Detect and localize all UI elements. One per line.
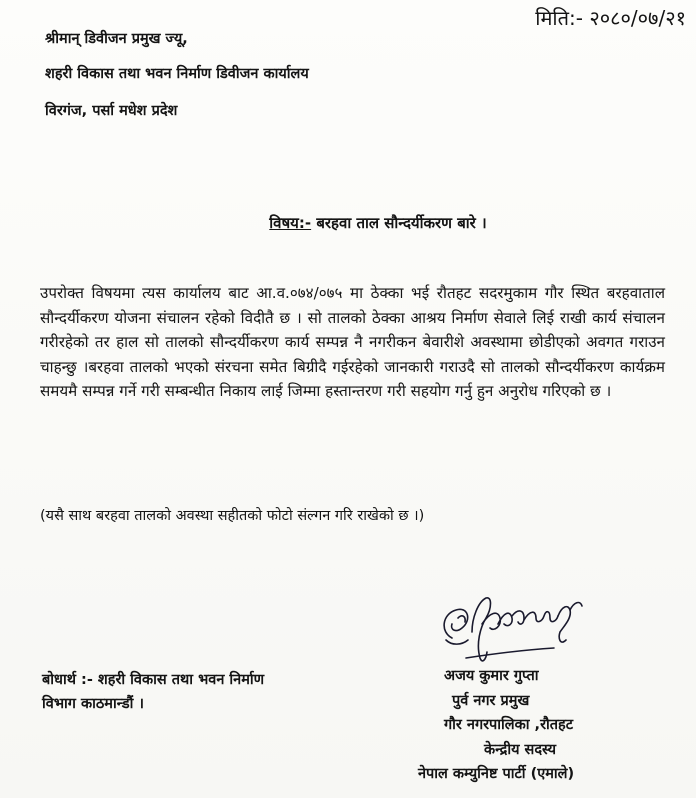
signatory-committee-role: केन्द्रीय सदस्य: [484, 741, 557, 758]
cc-line-2: विभाग काठमान्डौं ।: [42, 696, 144, 712]
subject-label: विषय:-: [269, 214, 312, 232]
signatory-municipality: गौर नगरपालिका ,रौतहट: [444, 717, 574, 733]
signatory-block: [396, 664, 574, 787]
recipient-line-1: श्रीमान् डिवीजन प्रमुख ज्यू,: [45, 31, 188, 47]
recipient-line-3: विरगंज, पर्सा मधेश प्रदेश: [45, 103, 178, 119]
handwritten-signature: [432, 588, 597, 668]
recipient-line-2: शहरी विकास तथा भवन निर्माण डिवीजन कार्यालय: [45, 66, 309, 82]
subject-text: बरहवा ताल सौन्दर्यीकरण बारे ।: [316, 214, 487, 232]
cc-block: [42, 668, 264, 716]
subject-line: [0, 213, 696, 233]
attachment-note: (यसै साथ बरहवा तालको अवस्था सहीतको फोटो संल्गन गरि राखेको छ ।): [40, 508, 425, 524]
signatory-party: नेपाल कम्युनिष्ट पार्टी (एमाले): [418, 766, 575, 782]
cc-line-1: बोधार्थ :- शहरी विकास तथा भवन निर्माण: [42, 672, 265, 688]
letter-date: मिति:- २०८०/०७/२१: [535, 6, 686, 30]
body-paragraph: उपरोक्त विषयमा त्यस कार्यालय बाट आ.व.०७४/०७५ मा ठेक्का भई रौतहट सदरमुकाम गौर स्थित बरहवाताल सौन्दर्यीकरण योजना संचालन रहेको विदीतै छ । सो तालको ठेक्का आश्रय निर्माण सेवाले लिई राखी कार्य संचालन गरीरहेको तर हाल सो तालको सौन्दर्यीकरण कार्य सम्पन्न नै नगरीकन बेवारीशे अवस्थामा छोडीएको अवगत गराउन चाहन्छु ।बरहवा तालको भएको संरचना समेत बिग्रीदै गईरहेको जानकारी गराउदै सो तालको सौन्दर्यीकरण कार्यक्रम समयमै सम्पन्न गर्ने गरी सम्बन्धीत निकाय लाई जिम्मा हस्तान्तरण गरी सहयोग गर्नु हुन अनुरोध गरिएको छ ।: [40, 284, 665, 401]
signatory-title: पुर्व नगर प्रमुख: [452, 692, 530, 709]
signatory-name: अजय कुमार गुप्ता: [444, 668, 539, 684]
